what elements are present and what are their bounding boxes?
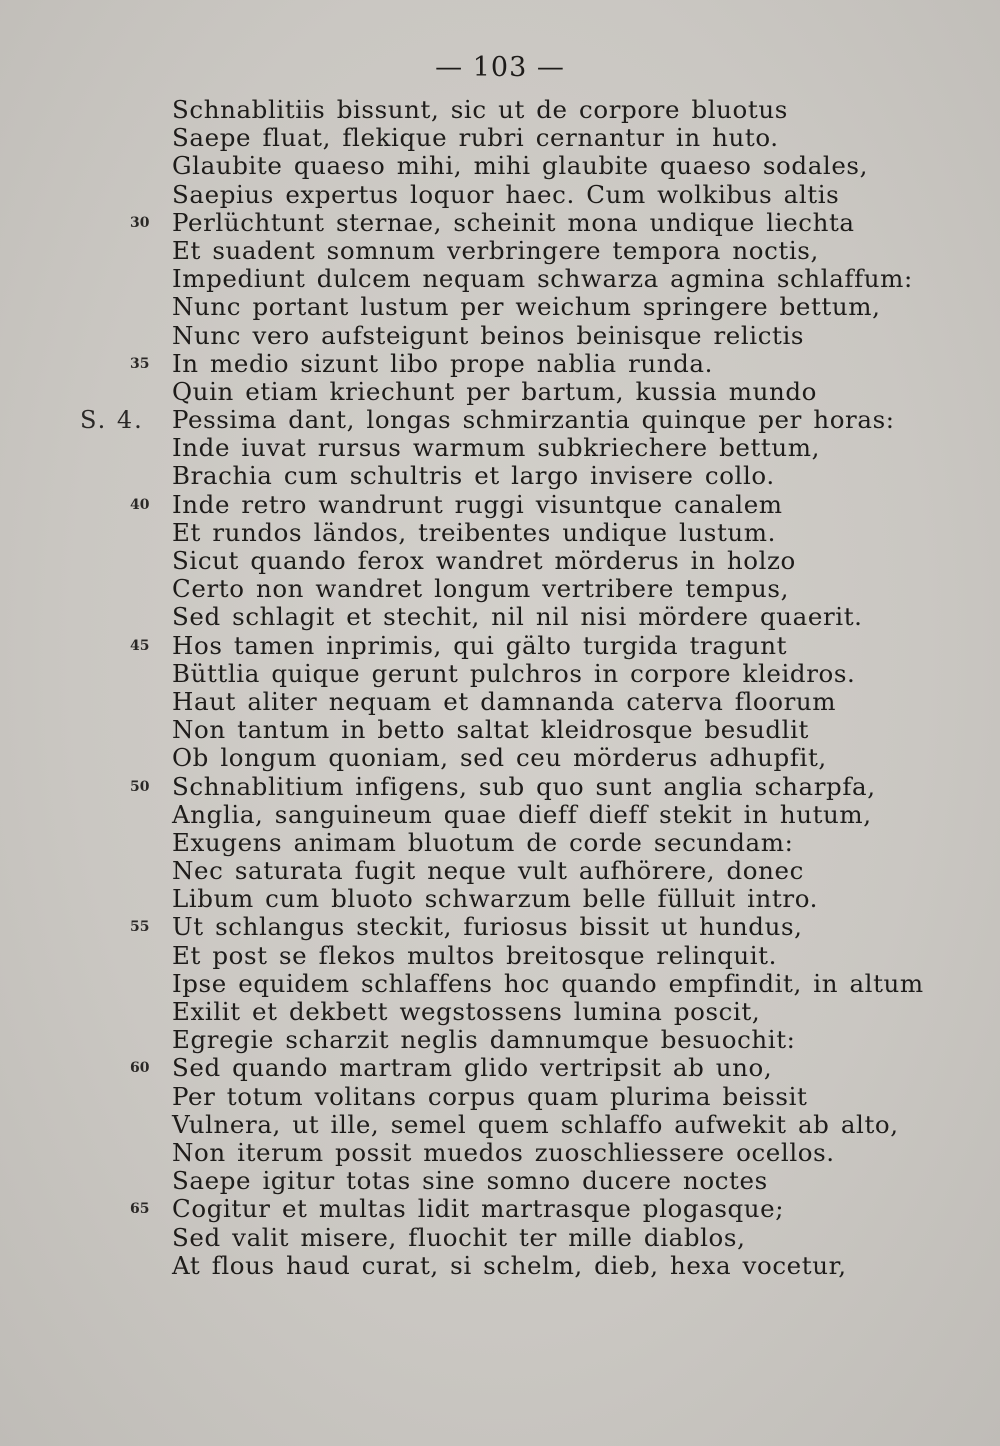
line-number: 60 <box>130 1060 150 1077</box>
verse-line <box>0 1083 1000 1111</box>
verse-text: Pessima dant, longas schmirzantia quinque per horas: <box>172 405 895 435</box>
verse-line <box>0 152 1000 180</box>
line-number: 50 <box>130 778 150 795</box>
verse-line <box>0 124 1000 152</box>
verse-text: Nunc vero aufsteigunt beinos beinisque relictis <box>172 320 805 350</box>
verse-line <box>0 181 1000 209</box>
verse-line <box>0 547 1000 575</box>
verse-text: Vulnera, ut ille, semel quem schlaffo aufwekit ab alto, <box>172 1109 899 1139</box>
verse-line <box>0 885 1000 913</box>
signature-mark: S. 4. <box>80 406 144 435</box>
verse-text: Cogitur et multas lidit martrasque plogasque; <box>172 1194 785 1224</box>
verse-text: Sicut quando ferox wandret mörderus in holzo <box>172 546 796 575</box>
verse-line <box>0 1054 1000 1082</box>
verse-line <box>0 660 1000 688</box>
verse-line <box>0 970 1000 998</box>
verse-text: Schnablitium infigens, sub quo sunt anglia scharpfa, <box>172 771 876 801</box>
verse-text: Inde iuvat rursus warmum subkriechere bettum, <box>172 433 820 463</box>
line-number: 40 <box>130 496 150 513</box>
verse-text: Egregie scharzit neglis damnumque besuochit: <box>172 1025 796 1055</box>
verse-line <box>0 237 1000 265</box>
page-number: — 103 — <box>435 52 565 83</box>
line-number: 35 <box>130 355 150 372</box>
verse-line <box>0 322 1000 350</box>
verse-line <box>0 434 1000 462</box>
verse-line <box>0 1195 1000 1223</box>
verse-text: Quin etiam kriechunt per bartum, kussia mundo <box>172 376 817 406</box>
verse-text: Glaubite quaeso mihi, mihi glaubite quaeso sodales, <box>172 151 868 181</box>
verse-text: Saepe igitur totas sine somno ducere noctes <box>172 1166 768 1196</box>
verse-text: Sed quando martram glido vertripsit ab uno, <box>172 1053 773 1083</box>
verse-line <box>0 913 1000 941</box>
verse-text: Saepe fluat, flekique rubri cernantur in huto. <box>172 123 779 153</box>
verse-text: Büttlia quique gerunt pulchros in corpore kleidros. <box>172 658 856 688</box>
verse-text: Haut aliter nequam et damnanda caterva floorum <box>172 686 837 716</box>
verse-line <box>0 575 1000 603</box>
verse-text: Certo non wandret longum vertribere tempus, <box>172 574 789 604</box>
verse-text: Nec saturata fugit neque vult aufhörere, donec <box>172 856 804 886</box>
verse-line <box>0 801 1000 829</box>
verse-line <box>0 491 1000 519</box>
line-number: 30 <box>130 214 150 231</box>
verse-text: Exugens animam bluotum de corde secundam: <box>172 827 794 857</box>
verse-text: Ipse equidem schlaffens hoc quando empfindit, in altum <box>172 968 924 998</box>
verse-line <box>0 462 1000 490</box>
verse-line <box>0 1252 1000 1280</box>
verse-line <box>0 1111 1000 1139</box>
verse-line <box>0 519 1000 547</box>
verse-text: Ob longum quoniam, sed ceu mörderus adhupfit, <box>172 743 827 773</box>
verse-text: Non tantum in betto saltat kleidrosque besudlit <box>172 715 809 745</box>
verse-text: Sed schlagit et stechit, nil nil nisi mördere quaerit. <box>172 602 863 632</box>
verse-text: Perlüchtunt sternae, scheinit mona undique liechta <box>172 207 855 237</box>
line-number: 65 <box>130 1201 150 1218</box>
verse-line <box>0 209 1000 237</box>
verse-line <box>0 857 1000 885</box>
verse-line <box>0 688 1000 716</box>
verse-line <box>0 1167 1000 1195</box>
verse-text: In medio sizunt libo prope nablia runda. <box>172 348 714 378</box>
verse-text: Nunc portant lustum per weichum springere bettum, <box>172 292 881 322</box>
verse-text: Per totum volitans corpus quam plurima beissit <box>172 1081 808 1111</box>
verse-text: Schnablitiis bissunt, sic ut de corpore bluotus <box>172 95 788 124</box>
verse-text: Et rundos ländos, treibentes undique lustum. <box>172 517 777 547</box>
verse-text: Non iterum possit muedos zuoschliessere ocellos. <box>172 1137 835 1167</box>
verse-text: At flous haud curat, si schelm, dieb, hexa vocetur, <box>172 1250 847 1280</box>
verse-line <box>0 1026 1000 1054</box>
verse-text: Impediunt dulcem nequam schwarza agmina schlaffum: <box>172 264 913 294</box>
verse-text: Anglia, sanguineum quae dieff dieff stekit in hutum, <box>172 799 872 829</box>
verse-text: Et suadent somnum verbringere tempora noctis, <box>172 235 819 265</box>
verse-line <box>0 96 1000 124</box>
verse-line <box>0 829 1000 857</box>
verse-text: Sed valit misere, fluochit ter mille diablos, <box>172 1222 746 1252</box>
line-number: 45 <box>130 637 150 654</box>
verse-text: Hos tamen inprimis, qui gälto turgida tragunt <box>172 630 788 660</box>
verse-text: Ut schlangus steckit, furiosus bissit ut hundus, <box>172 912 803 942</box>
verse-line <box>0 773 1000 801</box>
verse-text: Exilit et dekbett wegstossens lumina poscit, <box>172 997 761 1026</box>
verse-line <box>0 942 1000 970</box>
line-number: 55 <box>130 919 150 936</box>
verse-text: Et post se flekos multos breitosque relinquit. <box>172 940 778 970</box>
verse-text: Saepius expertus loquor haec. Cum wolkibus altis <box>172 179 840 209</box>
verse-line <box>0 293 1000 321</box>
verse-line <box>0 744 1000 772</box>
verse-text: Inde retro wandrunt ruggi visuntque canalem <box>172 489 783 519</box>
verse-line <box>0 350 1000 378</box>
verse-line <box>0 632 1000 660</box>
verse-text: Libum cum bluoto schwarzum belle fülluit intro. <box>172 884 818 914</box>
verse-line <box>0 998 1000 1026</box>
verse-line <box>0 406 1000 434</box>
verse-line <box>0 1224 1000 1252</box>
verse-line <box>0 1139 1000 1167</box>
verse-line <box>0 716 1000 744</box>
verse-line <box>0 265 1000 293</box>
verse-line <box>0 378 1000 406</box>
verse-block <box>0 96 1000 1280</box>
verse-line <box>0 603 1000 631</box>
verse-text: Brachia cum schultris et largo invisere collo. <box>172 461 775 491</box>
